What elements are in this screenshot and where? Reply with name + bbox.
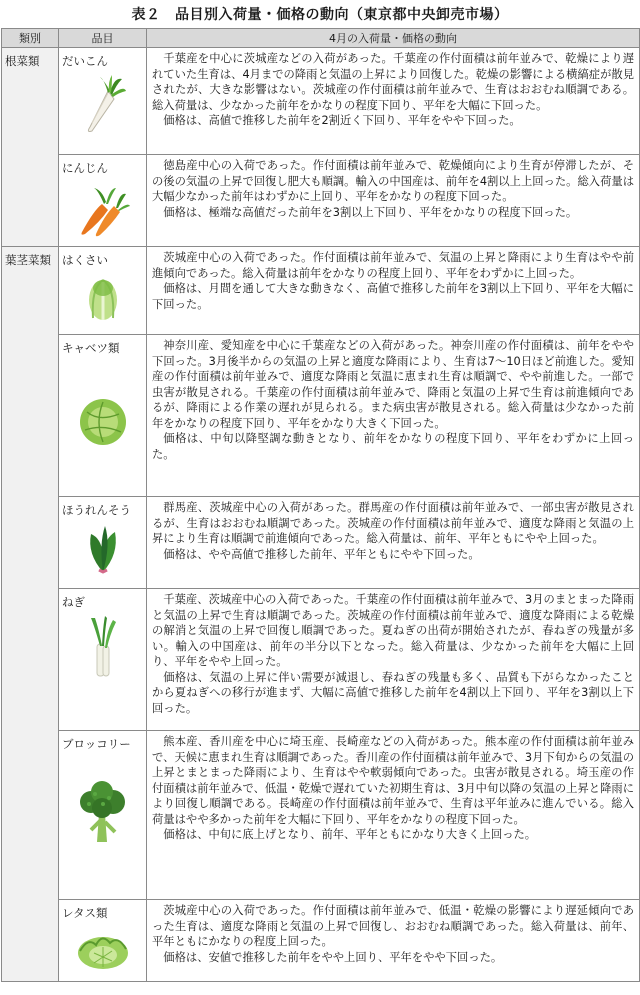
- lettuce-icon: [74, 927, 132, 971]
- item-cell: [59, 589, 147, 731]
- table-row: [2, 335, 640, 497]
- item-label: レタス類: [62, 906, 108, 920]
- item-label: ねぎ: [62, 595, 85, 609]
- trend-text: 千葉産、茨城産中心の入荷であった。千葉産の作付面積は前年並みで、3月のまとまった降雨と気温の上昇で生育は順調であった。茨城産の作付面積は前年並みで、適度な降雨による乾燥の解消と気温の上昇で回復し順調であった。夏ねぎの出荷が開始されたが、春ねぎの残量が多い。輸入の中国産は、前年の半分以下となった。総入荷量は、少なかった前年を大幅に上回り、平年をやや上回った。: [152, 593, 634, 668]
- hakusai-icon: [83, 274, 123, 322]
- price-text: 価格は、中旬に底上げとなり、前年、平年ともにかなり大きく上回った。: [163, 828, 537, 841]
- price-text: 価格は、月間を通して大きな動きなく、高値で推移した前年を3割以上下回り、平年を大幅に下回った。: [152, 282, 634, 311]
- trend-cell: [147, 335, 640, 497]
- item-label: ほうれんそう: [62, 503, 131, 517]
- item-label: ブロッコリー: [62, 737, 131, 751]
- category-cell: 葉茎菜類: [2, 247, 59, 335]
- trend-text: 群馬産、茨城産中心の入荷があった。群馬産の作付面積は前年並みで、一部虫害が散見されるが、生育はおおむね順調であった。茨城産の作付面積は前年並みで、適度な降雨と気温の上昇により生育は順調で前進傾向であった。総入荷量は、前年、平年ともにやや上回った。: [152, 501, 634, 545]
- category-cell: [2, 589, 59, 731]
- price-text: 価格は、安値で推移した前年をやや上回り、平年をやや下回った。: [163, 950, 503, 964]
- item-cell: [59, 48, 147, 155]
- daikon-icon: [78, 75, 128, 137]
- trend-text: 千葉産を中心に茨城産などの入荷があった。千葉産の作付面積は前年並みで、乾燥により遅れていた生育は、4月までの降雨と気温の上昇により回復した。乾燥の影響による横縞症が散見されたが、大きな影響はない。茨城産の作付面積は前年並みで、生育はおおむね順調である。総入荷量は、少なかった前年をかなりの程度下回り、平年を大幅に下回った。: [152, 52, 634, 112]
- item-label: はくさい: [62, 253, 108, 267]
- trend-text: 茨城産中心の入荷であった。作付面積は前年並みで、低温・乾燥の影響により遅延傾向であった生育は、適度な降雨と気温の上昇で回復し、おおむね順調であった。総入荷量は、前年、平年ともにかなりの程度上回った。: [152, 904, 634, 948]
- trend-text: 熊本産、香川産を中心に埼玉産、長崎産などの入荷があった。熊本産の作付面積は前年並みで、天候に恵まれ生育は順調であった。香川産の作付面積は前年並みで、3月下旬からの気温の上昇とまとまった降雨により、生育はやや軟弱傾向であった。虫害が散見される。埼玉産の作付面積は前年並みで、低温・乾燥で遅れていた初期生育は、3月中旬以降の気温の上昇と降雨により回復し順調である。長崎産の作付面積は前年並みで、生育は平年並みに進んでいる。総入荷量はやや多かった前年を大幅に下回り、平年をかなりの程度下回った。: [152, 735, 634, 826]
- price-text: 価格は、高値で推移した前年を2割近く下回り、平年をやや下回った。: [163, 114, 521, 127]
- header-item: 品目: [59, 29, 147, 48]
- item-cell: [59, 731, 147, 900]
- trend-text: 神奈川産、愛知産を中心に千葉産などの入荷があった。神奈川産の作付面積は、前年をやや下回った。3月後半からの気温の上昇と適度な降雨により、生育は7～10日ほど前進した。愛知産の作付面積は前年並みで、適度な降雨と気温に恵まれ生育は順調で、やや前進した。一部で虫害が散見される。千葉産の作付面積は前年並みで、降雨と気温の上昇で生育は前進傾向であるが、降雨による作業の遅れが見られる。また病虫害が散見される。総入荷量は少なかった前年をかなりの程度下回り、平年をかなり大きく下回った。: [152, 339, 634, 430]
- trend-cell: [147, 247, 640, 335]
- table-row: [2, 247, 640, 335]
- category-cell: [2, 155, 59, 247]
- item-cell: [59, 900, 147, 982]
- category-cell: [2, 497, 59, 589]
- trend-cell: [147, 497, 640, 589]
- item-label: だいこん: [62, 54, 108, 68]
- item-cell: [59, 497, 147, 589]
- item-cell: [59, 247, 147, 335]
- table-title: 表２ 品目別入荷量・価格の動向（東京都中央卸売市場）: [131, 7, 509, 23]
- carrot-icon: [76, 182, 130, 238]
- price-text: 価格は、気温の上昇に伴い需要が減退し、春ねぎの残量も多く、品質も下がらなかったことから夏ねぎへの移行が進まず、大幅に高値で推移した前年を4割以上下回り、平年を3割以上下回った。: [152, 670, 634, 715]
- category-cell: 根菜類: [2, 48, 59, 155]
- table-row: [2, 731, 640, 900]
- trend-cell: [147, 731, 640, 900]
- price-text: 価格は、やや高値で推移した前年、平年ともにやや下回った。: [163, 547, 480, 561]
- header-trend: 4月の入荷量・価格の動向: [147, 29, 640, 48]
- trend-cell: [147, 589, 640, 731]
- spinach-icon: [81, 524, 125, 574]
- item-cell: [59, 335, 147, 497]
- item-label: にんじん: [62, 161, 108, 175]
- item-label: キャベツ類: [62, 341, 120, 355]
- header-row: [2, 29, 640, 48]
- trend-text: 茨城産中心の入荷であった。作付面積は前年並みで、気温の上昇と降雨により生育はやや前進傾向であった。総入荷量は前年をかなりの程度上回り、平年をわずかに上回った。: [152, 251, 634, 280]
- price-text: 価格は、中旬以降堅調な動きとなり、前年をかなりの程度下回り、平年をわずかに上回った。: [152, 432, 634, 461]
- price-text: 価格は、極端な高値だった前年を3割以上下回り、平年をかなりの程度下回った。: [163, 205, 578, 219]
- item-cell: [59, 155, 147, 247]
- category-cell: [2, 335, 59, 497]
- cabbage-icon: [73, 392, 133, 446]
- trend-cell: [147, 48, 640, 155]
- negi-icon: [85, 616, 121, 680]
- table-row: [2, 497, 640, 589]
- table-row: [2, 48, 640, 155]
- table-row: [2, 589, 640, 731]
- broccoli-icon: [75, 780, 131, 846]
- header-category: 類別: [2, 29, 59, 48]
- trend-cell: [147, 155, 640, 247]
- trend-text: 徳島産中心の入荷であった。作付面積は前年並みで、乾燥傾向により生育が停滞したが、その後の気温の上昇で回復し肥大も順調。輸入の中国産は、前年を4割以上上回った。総入荷量は大幅少なかった前年はわずかに上回り、平年をかなりの程度下回った。: [152, 159, 634, 203]
- category-cell: [2, 900, 59, 982]
- table-row: [2, 155, 640, 247]
- table-row: [2, 900, 640, 982]
- produce-table: [1, 28, 640, 982]
- trend-cell: [147, 900, 640, 982]
- category-cell: [2, 731, 59, 900]
